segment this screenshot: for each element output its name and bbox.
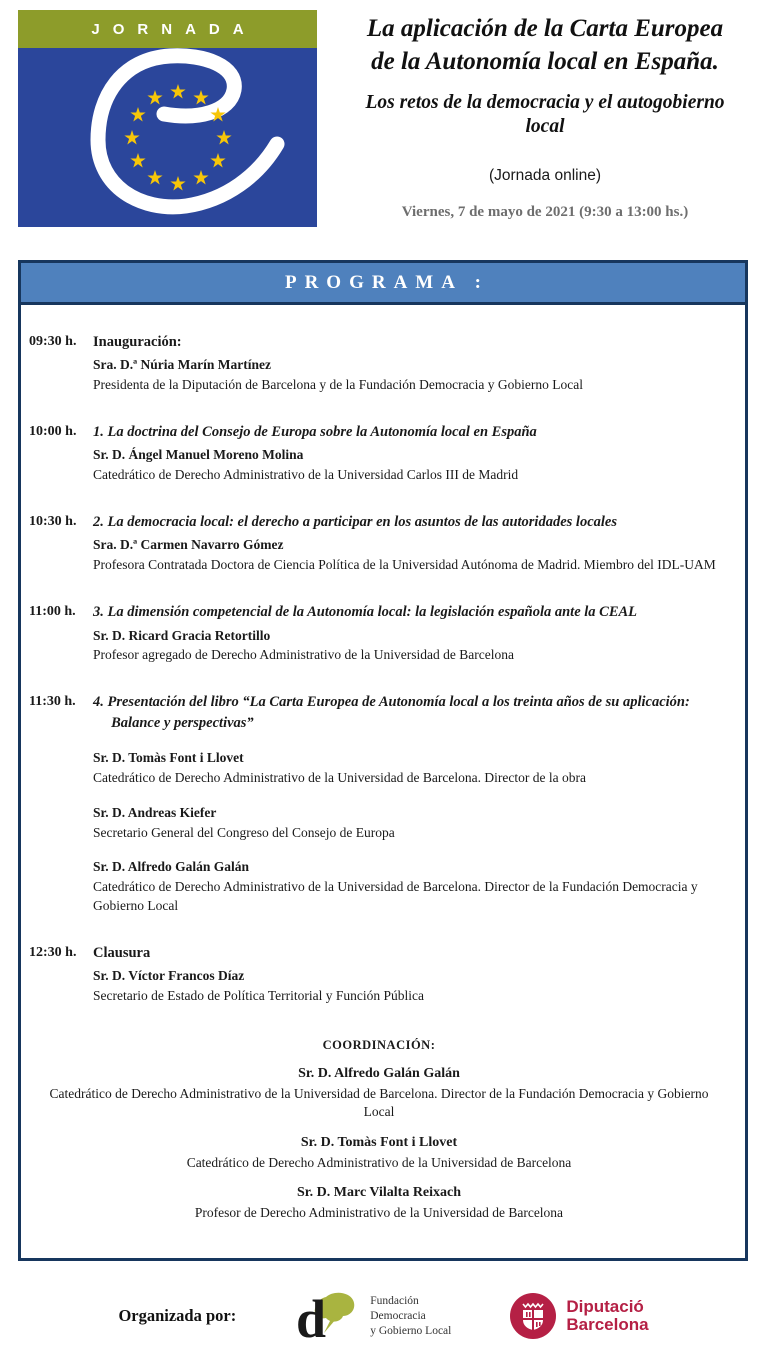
speaker-role: Catedrático de Derecho Administrativo de la Universidad Carlos III de Madrid <box>93 467 519 483</box>
diputacio-emblem-icon <box>509 1292 557 1340</box>
coordination-person <box>37 1066 721 1121</box>
program-item-title: Inauguración: <box>93 334 182 350</box>
speaker-name: Sr. D. Andreas Kiefer <box>93 804 217 820</box>
speaker-role: Catedrático de Derecho Administrativo de la Universidad de Barcelona. Director de la Fundación Democracia y Gobierno Local <box>93 879 698 914</box>
speaker <box>93 858 731 916</box>
program-box <box>18 260 748 1261</box>
fundacion-line: Fundación <box>370 1294 419 1307</box>
diputacio-line: Diputació <box>566 1296 644 1316</box>
speaker <box>93 749 731 788</box>
speaker-name: Sr. D. Ricard Gracia Retortillo <box>93 627 271 643</box>
program-item-4-book <box>27 692 731 916</box>
page-title-line1: La aplicación de la Carta Europea <box>366 15 724 42</box>
event-mode: (Jornada online) <box>488 166 601 184</box>
jornada-logo-block <box>18 10 317 227</box>
program-item-time: 11:00 h. <box>29 604 76 620</box>
organized-by-label: Organizada por: <box>118 1306 237 1326</box>
speaker <box>93 804 731 843</box>
program-item-time: 10:00 h. <box>29 424 77 440</box>
program-item-3 <box>27 602 731 665</box>
speaker-role: Secretario de Estado de Política Territorial y Función Pública <box>93 988 424 1004</box>
program-item-title: 1. La doctrina del Consejo de Europa sobre la Autonomía local en España <box>93 424 537 441</box>
program-item-time: 10:30 h. <box>29 514 77 530</box>
page-title-line2: de la Autonomía local en España. <box>371 48 719 75</box>
program-item-title: 2. La democracia local: el derecho a participar en los asuntos de las autoridades locales <box>93 514 617 531</box>
program-item-2 <box>27 512 731 575</box>
coordinator-name: Sr. D. Alfredo Galán Galán <box>298 1066 460 1082</box>
diputacio-line: Barcelona <box>566 1315 649 1335</box>
fundacion-democracia-logo <box>294 1287 451 1345</box>
speaker-role: Presidenta de la Diputación de Barcelona y de la Fundación Democracia y Gobierno Local <box>93 377 583 393</box>
program-item-title: 4. Presentación del libro “La Carta Europea de Autonomía local a los treinta años de su aplicación: Balance y perspectivas” <box>93 694 690 731</box>
speaker <box>93 446 731 485</box>
fundacion-d-icon <box>294 1287 360 1345</box>
diputacio-barcelona-logo <box>509 1292 648 1340</box>
jornada-banner: JORNADA <box>18 10 317 48</box>
title-block <box>317 10 759 221</box>
program-item-time: 12:30 h. <box>29 945 77 961</box>
program-item-time: 11:30 h. <box>29 694 76 710</box>
program-heading: PROGRAMA : <box>21 263 745 305</box>
speaker-name: Sr. D. Tomàs Font i Llovet <box>93 749 244 765</box>
coordinator-name: Sr. D. Tomàs Font i Llovet <box>300 1134 458 1150</box>
speaker-role: Profesor agregado de Derecho Administrativo de la Universidad de Barcelona <box>93 647 514 663</box>
coordinator-name: Sr. D. Marc Vilalta Reixach <box>296 1184 462 1200</box>
coordination-person <box>37 1135 721 1172</box>
coordinator-role: Profesor de Derecho Administrativo de la Universidad de Barcelona <box>194 1204 564 1220</box>
speaker-name: Sr. D. Alfredo Galán Galán <box>93 859 250 875</box>
coordinator-role: Catedrático de Derecho Administrativo de la Universidad de Barcelona. Director de la Fundación Democracia y Gobierno Local <box>49 1086 709 1120</box>
program-body <box>21 305 745 1258</box>
page-subtitle: Los retos de la democracia y el autogobierno local <box>365 92 725 138</box>
speaker <box>93 967 731 1006</box>
speaker-name: Sra. D.ª Núria Marín Martínez <box>93 357 272 373</box>
speaker <box>93 356 731 395</box>
event-date: Viernes, 7 de mayo de 2021 (9:30 a 13:00 hs.) <box>401 203 689 220</box>
svg-text:d: d <box>296 1289 327 1345</box>
speaker-name: Sr. D. Víctor Francos Díaz <box>93 968 245 984</box>
speaker <box>93 536 731 575</box>
speaker-role: Catedrático de Derecho Administrativo de la Universidad de Barcelona. Director de la obra <box>93 769 586 785</box>
coordinator-role: Catedrático de Derecho Administrativo de la Universidad de Barcelona <box>186 1154 572 1170</box>
diputacio-logo-text <box>566 1298 648 1335</box>
footer <box>0 1287 767 1345</box>
speaker-name: Sr. D. Ángel Manuel Moreno Molina <box>93 447 304 463</box>
council-of-europe-logo <box>18 48 317 227</box>
program-item-inauguracion <box>27 332 731 395</box>
coordination-person <box>37 1185 721 1222</box>
speaker-role: Secretario General del Congreso del Consejo de Europa <box>93 824 395 840</box>
program-item-1 <box>27 422 731 485</box>
header <box>0 0 767 227</box>
council-of-europe-e-swirl-icon <box>18 48 317 227</box>
program-item-time: 09:30 h. <box>29 334 77 349</box>
coordination-heading: COORDINACIÓN: <box>322 1038 436 1053</box>
fundacion-line: Democracia <box>370 1309 426 1322</box>
speaker-role: Profesora Contratada Doctora de Ciencia Política de la Universidad Autónoma de Madrid. Miembro del IDL-UAM <box>93 557 716 573</box>
fundacion-line: y Gobierno Local <box>370 1324 452 1337</box>
program-item-title: 3. La dimensión competencial de la Autonomía local: la legislación española ante la CEAL <box>93 604 638 621</box>
page-title <box>335 12 755 78</box>
program-item-title: Clausura <box>93 945 151 962</box>
fundacion-logo-text <box>370 1294 451 1339</box>
coordination-section <box>27 1038 731 1250</box>
program-item-clausura <box>27 943 731 1006</box>
speaker <box>93 627 731 666</box>
speaker-name: Sra. D.ª Carmen Navarro Gómez <box>93 537 284 553</box>
